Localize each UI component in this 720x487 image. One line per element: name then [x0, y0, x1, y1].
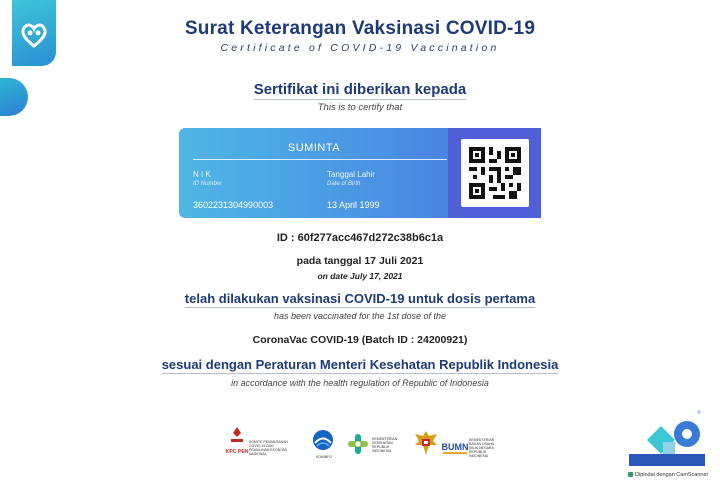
kominfo-logo	[309, 424, 339, 464]
page-title: Surat Keterangan Vaksinasi COVID-19	[184, 18, 536, 39]
qr-code[interactable]	[461, 139, 529, 207]
bumn-text: KEMENTERIAN BADAN USAHA MILIK NEGARA REPUBLIK INDONESIA	[469, 438, 495, 458]
regulation-statement	[0, 357, 720, 372]
bumn-mark-icon	[443, 430, 467, 458]
kominfo-emblem-icon	[311, 428, 335, 452]
kemenkes-logo	[347, 424, 407, 464]
page-subtitle: Certificate of COVID-19 Vaccination	[220, 42, 500, 54]
kpcpen-text: KOMITE PENANGANAN COVID-19 DAN PEMULIHAN EKONOMI NASIONAL	[249, 440, 288, 456]
qr-code-icon	[469, 147, 521, 199]
corner-decoration	[627, 408, 707, 468]
scanner-text: Dipindai dengan CamScanner	[635, 472, 709, 478]
identity-card	[179, 128, 541, 218]
camscanner-icon	[628, 472, 633, 477]
dob-label: Tanggal Lahir	[327, 170, 376, 179]
qr-panel	[448, 128, 541, 218]
kominfo-text: KOMINFO	[315, 455, 333, 459]
vaccination-date-en: on date July 17, 2021	[317, 271, 403, 281]
dob-sublabel: Date of Birth	[327, 181, 361, 187]
bumn-logo	[443, 424, 495, 464]
certify-heading-text: Sertifikat ini diberikan kepada	[253, 81, 467, 98]
dob-value: 13 April 1999	[327, 200, 380, 210]
nik-label: N I K	[193, 170, 211, 179]
footer-logos	[225, 424, 495, 464]
kpcpen-logo	[225, 424, 291, 464]
bumn-mark: BUMN	[441, 442, 469, 452]
kpcpen-mark: KPC PEN	[225, 449, 249, 455]
kemenkes-text: KEMENTERIAN KESEHATAN REPUBLIK INDONESIA	[372, 437, 398, 453]
regulation-statement-text: sesuai dengan Peraturan Menteri Kesehatan Republik Indonesia	[161, 357, 559, 372]
dose-statement-en: has been vaccinated for the 1st dose of the	[273, 311, 447, 321]
certificate-id: ID : 60f277acc467d272c38b6c1a	[276, 232, 444, 244]
dose-statement	[0, 291, 720, 306]
garuda-logo	[413, 424, 441, 464]
nik-value: 3602231304990003	[193, 200, 274, 210]
dose-statement-text: telah dilakukan vaksinasi COVID-19 untuk dosis pertama	[184, 291, 536, 306]
scanner-watermark	[628, 472, 708, 478]
kemenkes-emblem-icon	[347, 433, 369, 455]
certify-subheading: This is to certify that	[317, 102, 403, 113]
vaccine-name: CoronaVac COVID-19 (Batch ID : 24200921)	[252, 334, 468, 346]
holder-name: SUMINTA	[287, 142, 341, 154]
garuda-emblem-icon	[413, 429, 439, 459]
kpcpen-emblem-icon	[225, 427, 249, 461]
certify-heading	[0, 81, 720, 98]
nik-sublabel: ID Number	[193, 181, 223, 187]
card-divider	[193, 159, 447, 160]
regulation-statement-en: in accordance with the health regulation of Republic of Indonesia	[231, 378, 489, 388]
vaccination-date-id: pada tanggal 17 Juli 2021	[296, 255, 424, 267]
